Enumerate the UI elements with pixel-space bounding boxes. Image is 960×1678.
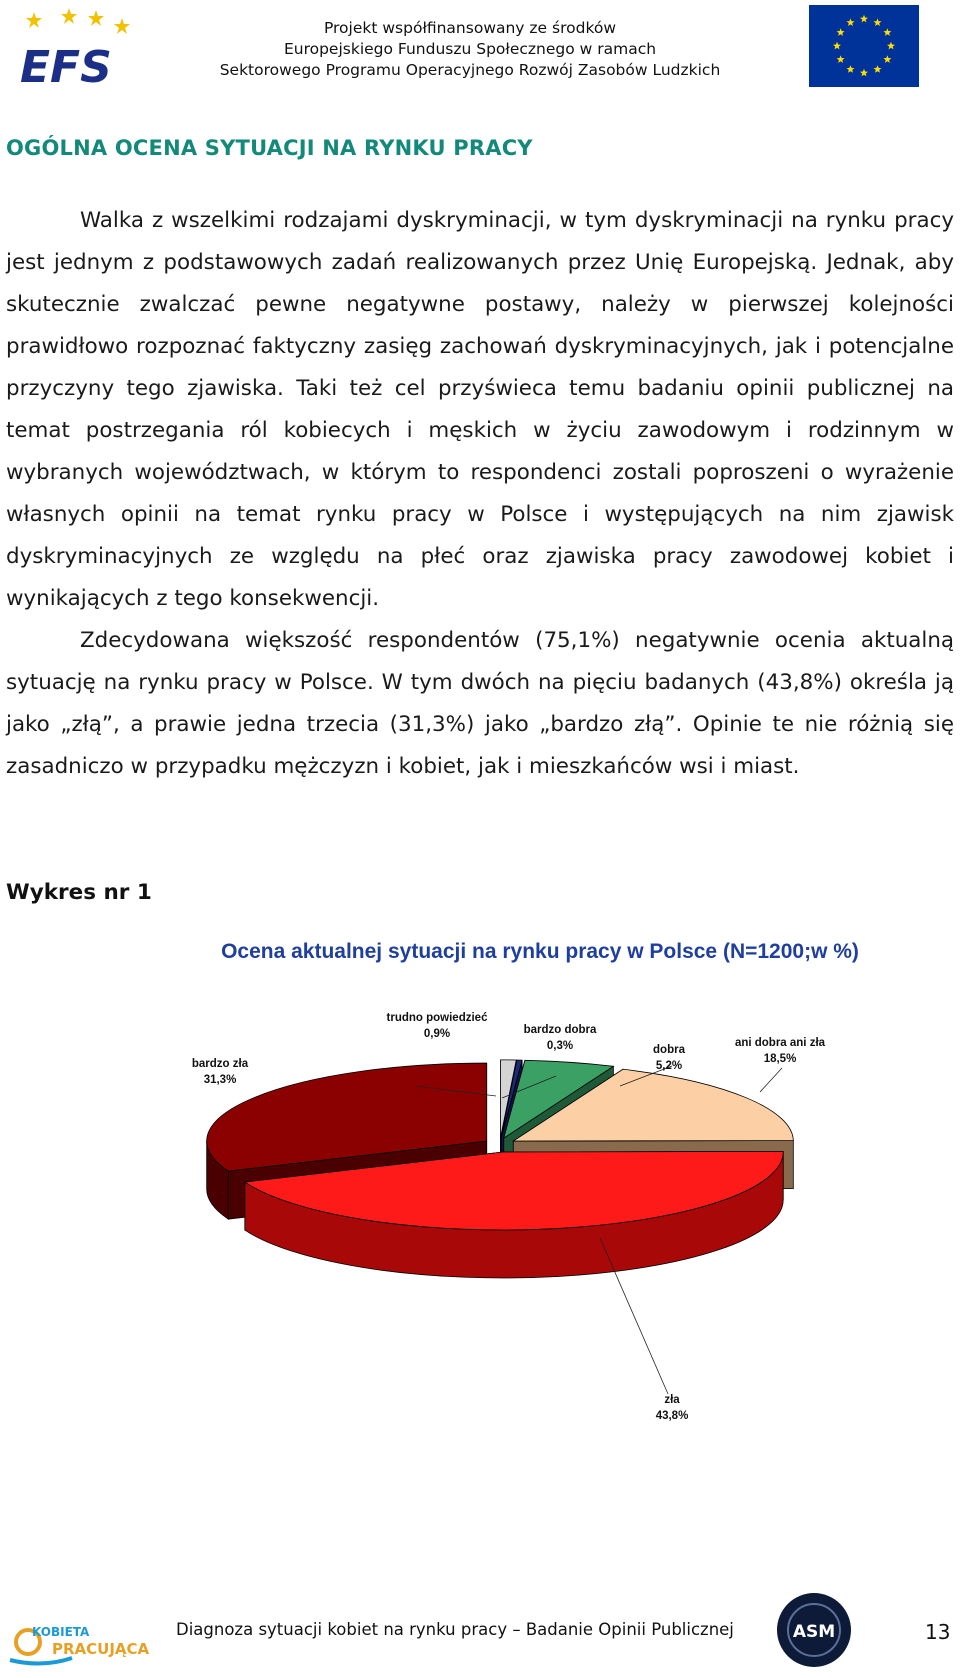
label-ani-value: 18,5% — [763, 1053, 797, 1065]
label-bardzo-dobra-name: bardzo dobra — [523, 1024, 597, 1036]
efs-logo — [14, 4, 144, 90]
label-zla-value: 43,8% — [655, 1410, 689, 1422]
paragraph-2-text: Zdecydowana większość respondentów (75,1%) negatywnie ocenia aktualną sytuację na rynku pracy w Polsce. W tym dwóch na pięciu badanych (43,8%) określa ją jako „złą”, a prawie jedna trzecia (31,3%) jako „bardzo złą”. Opinie te nie różnią się zasadniczo w przypadku mężczyzn i kobiet, jak i mieszkańców wsi i miast. — [6, 628, 954, 779]
label-ani-dobra-ani-zla — [720, 1035, 840, 1067]
project-line-1: Projekt współfinansowany ze środków — [323, 19, 617, 37]
chart-caption: Wykres nr 1 — [6, 880, 152, 905]
logo-word-1: KOBIETA — [32, 1625, 90, 1639]
project-line-3: Sektorowego Programu Operacyjnego Rozwój Zasobów Ludzkich — [219, 61, 721, 79]
label-dobra — [634, 1042, 704, 1074]
label-trudno-name: trudno powiedzieć — [386, 1012, 488, 1024]
label-ani-name: ani dobra ani zła — [734, 1037, 826, 1049]
kobieta-pracujaca-logo — [2, 1614, 152, 1670]
paragraph-2 — [6, 620, 954, 788]
chart-title: Ocena aktualnej sytuacji na rynku pracy w Polsce (N=1200;w %) — [221, 940, 859, 963]
label-dobra-name: dobra — [653, 1044, 685, 1056]
logo-text: EFS — [20, 42, 112, 90]
label-dobra-value: 5,2% — [655, 1060, 683, 1072]
label-zla — [642, 1392, 702, 1424]
asm-logo — [775, 1590, 853, 1670]
paragraph-1 — [6, 200, 954, 620]
leader-line — [760, 1068, 782, 1092]
page-number: 13 — [925, 1620, 951, 1644]
section-title: OGÓLNA OCENA SYTUACJI NA RYNKU PRACY — [6, 136, 533, 160]
logo-word-2: PRACUJĄCA — [52, 1640, 150, 1658]
asm-text: ASM — [792, 1622, 836, 1642]
logo-stars — [26, 8, 130, 34]
eu-flag — [809, 5, 919, 87]
label-trudno-powiedziec — [372, 1010, 502, 1042]
chart-title-wrap — [0, 940, 960, 964]
label-bardzo-zla — [175, 1056, 265, 1088]
paragraph-1-text: Walka z wszelkimi rodzajami dyskryminacji, w tym dyskryminacji na rynku pracy jest jednym z podstawowych zadań realizowanych przez Unię Europejską. Jednak, aby skutecznie zwalczać pewne negatywne postawy, należy w pierwszej kolejności prawidłowo rozpoznać faktyczny zasięg zachowań dyskryminacyjnych, jak i potencjalne przyczyny tego zjawiska. Taki też cel przyświeca temu badaniu opinii publicznej na temat postrzegania ról kobiecych i męskich w życiu zawodowym i rodzinnym w wybranych województwach, w którym to respondenci zostali poproszeni o wyrażenie własnych opinii na temat rynku pracy w Polsce i występujących na nim zjawisk dyskryminacyjnych ze względu na płeć oraz zjawiska pracy zawodowej kobiet i wynikających z tego konsekwencji. — [6, 208, 954, 611]
label-bardzo-dobra-value: 0,3% — [546, 1040, 574, 1052]
project-line-2: Europejskiego Funduszu Społecznego w ramach — [283, 40, 657, 58]
label-trudno-value: 0,9% — [423, 1028, 451, 1040]
project-note — [190, 18, 750, 81]
footer-title: Diagnoza sytuacji kobiet na rynku pracy – Badanie Opinii Publicznej — [176, 1620, 734, 1639]
label-zla-name: zła — [664, 1394, 680, 1406]
label-bardzo-dobra — [510, 1022, 610, 1054]
label-bardzo-zla-value: 31,3% — [203, 1074, 237, 1086]
label-bardzo-zla-name: bardzo zła — [191, 1058, 249, 1070]
